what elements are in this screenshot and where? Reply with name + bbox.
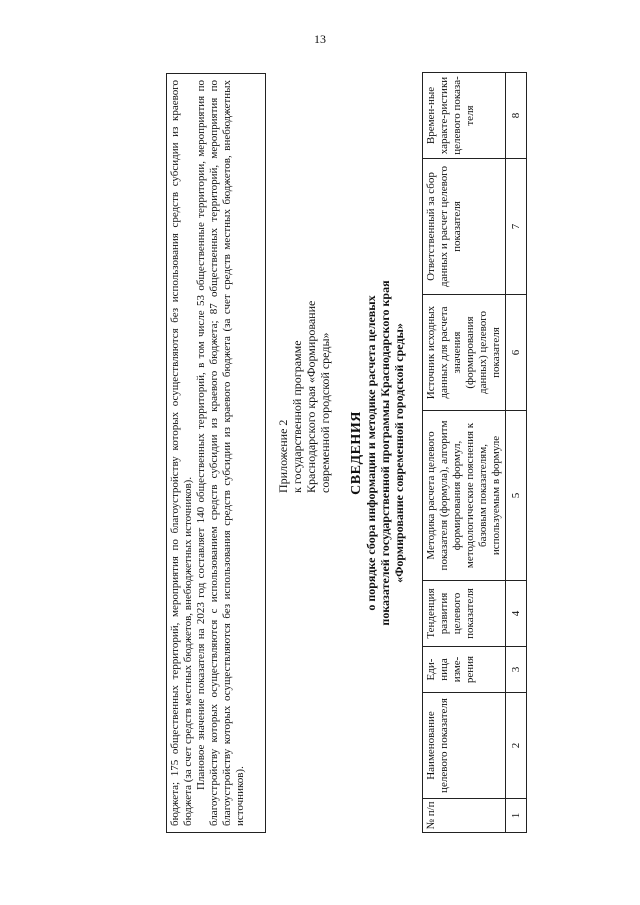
appendix-line: Краснодарского края «Формирование [304, 300, 318, 493]
heading-line: показателей государственной программы Краснодарского края [378, 279, 392, 626]
heading-line: о порядке сбора информации и методике расчета целевых [364, 294, 378, 611]
framed-text-block [166, 73, 266, 833]
table-header-row [423, 72, 506, 832]
column-number-cell: 5 [506, 410, 527, 580]
header-cell: Наименование целевого показателя [423, 692, 506, 798]
page-number: 13 [314, 32, 326, 46]
header-cell: Источник исходных данных для расчета значения (формирования данных) целевого показателя [423, 294, 506, 410]
header-cell: Еди-ница изме-рения [423, 646, 506, 692]
frame-paragraph: бюджета; 175 общественных территорий, мероприятия по благоустройству которых осуществляются без использования средств субсидии из краевого бюджета (за счет средств местных бюджетов, внебюджетных источников). [169, 79, 194, 826]
table-number-row [506, 72, 527, 832]
column-number-cell: 3 [506, 646, 527, 692]
header-cell: № п/п [423, 798, 506, 832]
header-cell: Методика расчета целевого показателя (формула), алгоритм формирования формул, методологические пояснения к базовым показателям, используемым в формуле [423, 410, 506, 580]
appendix-caption [276, 293, 332, 493]
heading-title: СВЕДЕНИЯ [349, 410, 364, 495]
column-number-cell: 8 [506, 72, 527, 158]
column-number-cell: 2 [506, 692, 527, 798]
document-heading [350, 133, 406, 773]
column-number-cell: 1 [506, 798, 527, 832]
header-cell: Тенденция развития целевого показателя [423, 580, 506, 646]
appendix-line: к государственной программе [290, 339, 304, 493]
header-cell: Времен-ные характе-ристики целевого показа-теля [423, 72, 506, 158]
appendix-line: современной городской среды» [318, 331, 332, 493]
header-cell: Ответственный за сбор данных и расчет целевого показателя [423, 158, 506, 294]
column-number-cell: 4 [506, 580, 527, 646]
indicators-table [422, 72, 527, 833]
rotated-page-content [80, 73, 560, 833]
column-number-cell: 6 [506, 294, 527, 410]
heading-line: «Формирование современной городской среды» [392, 322, 406, 583]
appendix-line: Приложение 2 [276, 419, 290, 493]
frame-paragraph: Плановое значение показателя на 2023 год составляет 140 общественных территорий, в том числе 53 общественные территории, мероприятия по благоустройству которых осуществляются с использованием средств субсидии из краевого бюджета; 87 общественных территорий, мероприятия по благоустройству которых осуществляются без использования средств субсидии из краевого бюджета (за счет средств местных бюджетов, внебюджетных источников). [195, 79, 246, 826]
column-number-cell: 7 [506, 158, 527, 294]
